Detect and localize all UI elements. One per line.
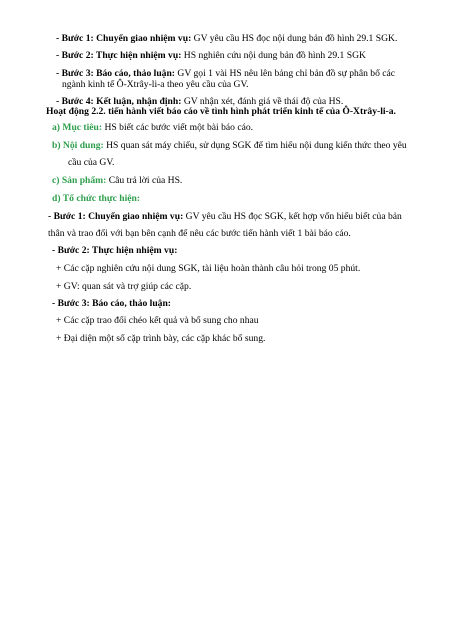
- step-text: HS nghiên cứu nội dung bản đồ hình 29.1 SGK: [181, 50, 366, 61]
- section-text: HS quan sát máy chiếu, sử dụng SGK để tìm hiểu nội dung kiến thức theo yêu: [103, 140, 407, 151]
- section-label: b) Nội dung:: [52, 140, 104, 151]
- activity-heading: Hoạt động 2.2. tiến hành viết báo cáo về tình hình phát triển kinh tế của Ô-Xtrây-li-a.: [46, 106, 396, 117]
- section-label: c) Sản phẩm:: [52, 175, 107, 186]
- step-text: GV yêu cầu HS đọc nội dung bản đồ hình 29.1 SGK.: [191, 33, 398, 44]
- step-label: - Bước 1: Chuyển giao nhiệm vụ:: [56, 33, 192, 44]
- block2-step1-cont: thân và trao đổi với bạn bên cạnh để nêu các bước tiến hành viết 1 bài báo cáo.: [48, 228, 351, 239]
- block1-step1: [56, 33, 397, 45]
- section-a: [52, 122, 253, 134]
- section-text: Câu trả lời của HS.: [106, 175, 183, 186]
- step-label: - Bước 2: Thực hiện nhiệm vụ:: [56, 50, 182, 61]
- block2-step3-label: - Bước 3: Báo cáo, thảo luận:: [52, 298, 171, 309]
- block1-step2: [56, 50, 366, 62]
- section-b-cont: cầu của GV.: [68, 157, 115, 168]
- step-label: - Bước 4: Kết luận, nhận định:: [56, 96, 182, 107]
- section-label: a) Mục tiêu:: [52, 122, 103, 133]
- block2-step2-label: - Bước 2: Thực hiện nhiệm vụ:: [52, 245, 178, 256]
- section-text: HS biết các bước viết một bài báo cáo.: [102, 122, 254, 133]
- section-b: [52, 140, 407, 152]
- section-c: [52, 175, 182, 187]
- block2-step2-item: + GV: quan sát và trợ giúp các cặp.: [56, 281, 192, 292]
- block1-step3-cont: ngành kinh tế Ô-Xtrây-li-a theo yêu cầu của GV.: [62, 79, 249, 90]
- block2-step3-item: + Đại diện một số cặp trình bày, các cặp khác bổ sung.: [56, 333, 266, 344]
- step-text: GV yêu cầu HS đọc SGK, kết hợp vốn hiểu biết của bản: [183, 211, 402, 222]
- section-d: [52, 193, 140, 205]
- block2-step2-item: + Các cặp nghiên cứu nội dung SGK, tài liệu hoàn thành câu hỏi trong 05 phút.: [56, 263, 361, 274]
- step-label: - Bước 1: Chuyển giao nhiệm vụ:: [48, 211, 184, 222]
- section-label: d) Tổ chức thực hiện:: [52, 193, 141, 204]
- step-label: - Bước 3: Báo cáo, thảo luận:: [56, 68, 175, 79]
- block2-step1: [48, 211, 402, 223]
- block2-step3-item: + Các cặp trao đổi chéo kết quả và bổ sung cho nhau: [56, 315, 259, 326]
- step-text: GV nhận xét, đánh giá về thái độ của HS.: [181, 96, 344, 107]
- step-text: GV gọi 1 vài HS nêu lên bảng chỉ bản đồ sự phân bố các: [175, 68, 396, 79]
